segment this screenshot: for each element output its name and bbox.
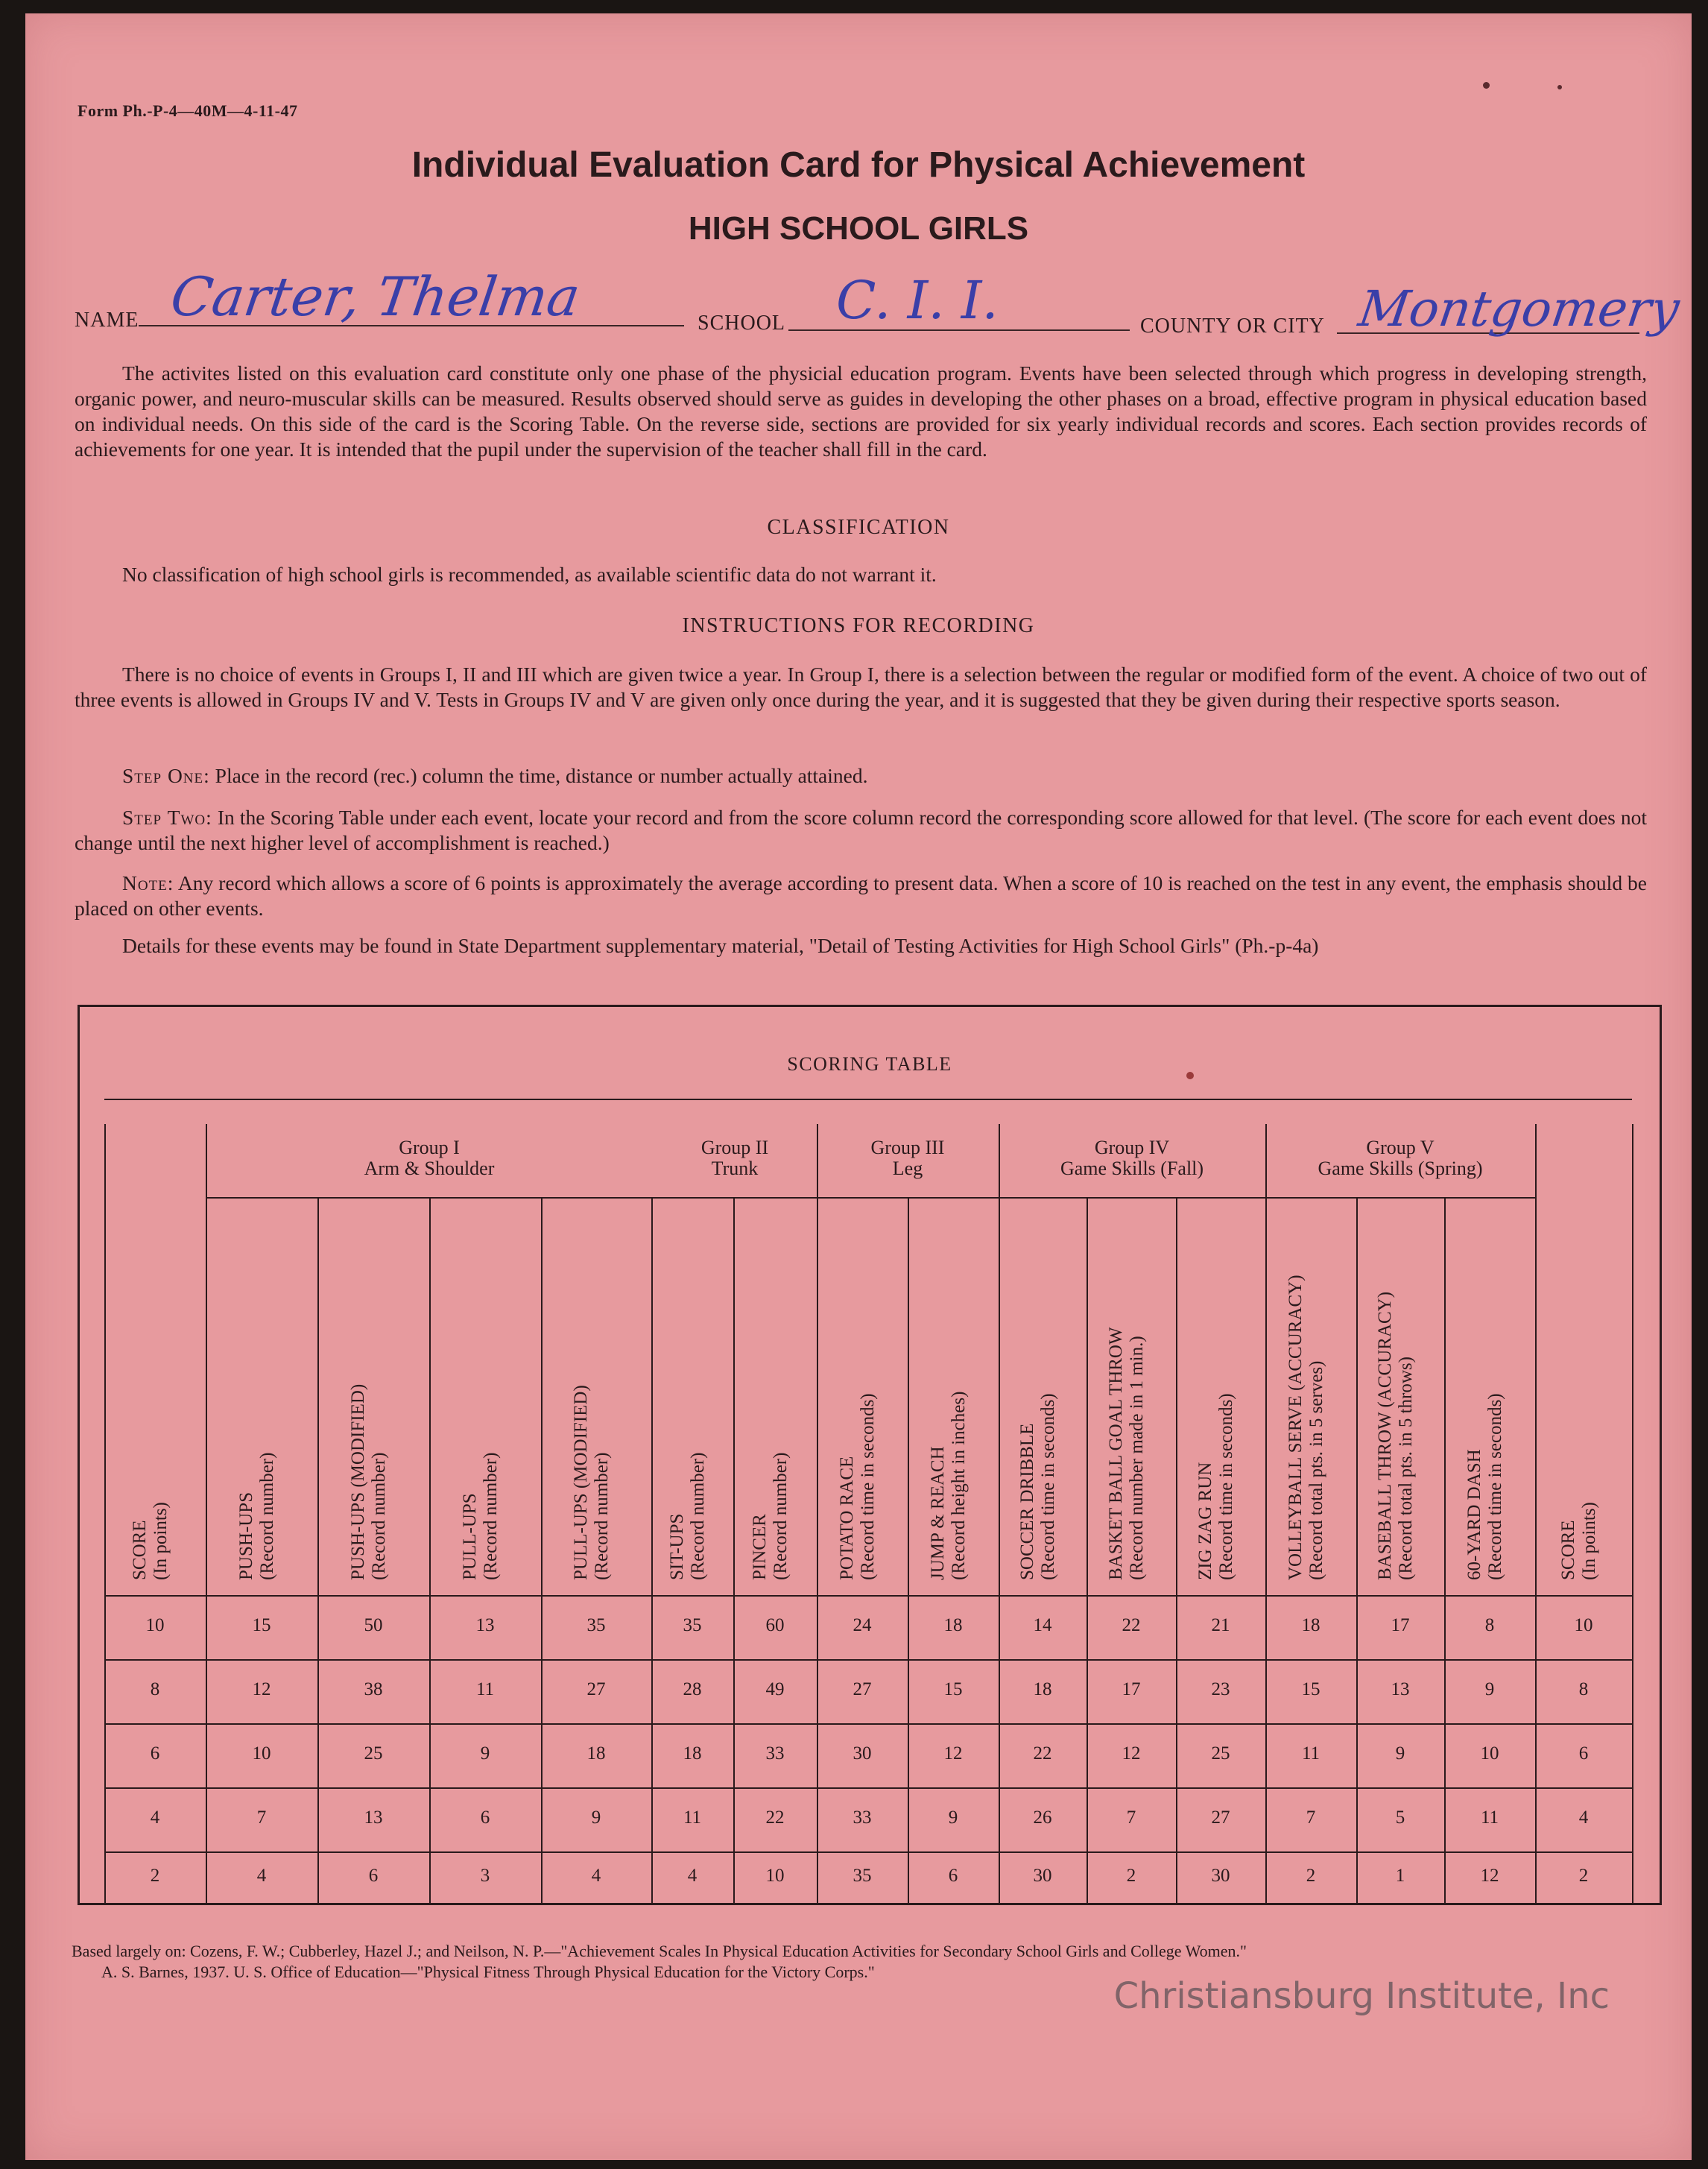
column-header [1265, 1212, 1356, 1588]
instructions-heading: INSTRUCTIONS FOR RECORDING [682, 614, 1035, 637]
table-cell: 5 [1395, 1808, 1405, 1828]
table-cell: 33 [765, 1743, 785, 1764]
column-name: VOLLEYBALL SERVE (ACCURACY) [1285, 1275, 1306, 1580]
column-unit: (Record time in seconds) [1038, 1393, 1058, 1580]
table-cell: 60 [765, 1615, 785, 1635]
scoring-table-title: SCORING TABLE [787, 1053, 952, 1075]
table-cell: 35 [586, 1615, 606, 1635]
group-description: Leg [892, 1158, 923, 1179]
column-unit: (Record number made in 1 min.) [1127, 1336, 1147, 1580]
table-cell: 24 [853, 1615, 872, 1635]
column-header [1087, 1212, 1176, 1588]
column-unit: (Record height in inches) [949, 1391, 969, 1580]
column-unit: (Record number) [369, 1452, 389, 1580]
county-value[interactable]: Montgomery [1355, 280, 1683, 338]
column-name: 60-YARD DASH [1464, 1449, 1484, 1580]
table-cell: 4 [150, 1808, 160, 1828]
table-cell: 8 [1484, 1615, 1495, 1635]
name-value[interactable]: Carter, Thelma [167, 265, 584, 328]
step-two [75, 805, 1647, 856]
group-name: Group I [399, 1137, 460, 1158]
column-unit: (Record number) [257, 1452, 277, 1580]
table-cell: 9 [480, 1743, 490, 1764]
hole-mark [1483, 82, 1490, 89]
column-header [1444, 1212, 1535, 1588]
table-cell: 28 [683, 1679, 702, 1699]
table-cell: 14 [1033, 1615, 1052, 1635]
column-name: PULL-UPS [460, 1493, 480, 1580]
classification-text: No classification of high school girls is recommended, as available scientific data do not warrant it. [122, 563, 937, 586]
table-cell: 6 [150, 1743, 160, 1764]
table-cell: 11 [1301, 1743, 1320, 1764]
step-two-text: In the Scoring Table under each event, locate your record and from the score column record the corresponding score allowed for that level. (The score for each event does not change until the next higher level of accomplishment is reached.) [75, 806, 1647, 854]
table-cell: 27 [853, 1679, 872, 1699]
column-name: SIT-UPS [667, 1513, 687, 1580]
table-cell: 18 [1301, 1615, 1320, 1635]
table-cell: 3 [480, 1865, 490, 1886]
table-cell: 10 [145, 1615, 165, 1635]
table-cell: 12 [252, 1679, 271, 1699]
details-text: Details for these events may be found in State Department supplementary material, "Detail of Testing Activities for High School Girls" (Ph.-p-4a) [122, 934, 1319, 957]
card-subtitle: HIGH SCHOOL GIRLS [688, 210, 1029, 247]
note [75, 871, 1647, 921]
table-cell: 2 [1578, 1865, 1589, 1886]
column-name: SCORE [130, 1520, 150, 1580]
table-cell: 30 [1033, 1865, 1052, 1886]
group-header [999, 1137, 1265, 1179]
note-label: Note: [122, 871, 174, 894]
table-cell: 12 [1122, 1743, 1141, 1764]
table-cell: 9 [1395, 1743, 1405, 1764]
column-name: ZIG ZAG RUN [1195, 1462, 1215, 1580]
group-description: Game Skills (Fall) [1060, 1158, 1204, 1179]
column-header [733, 1212, 817, 1588]
table-cell: 25 [1211, 1743, 1230, 1764]
column-unit: (Record number) [771, 1452, 791, 1580]
table-cell: 22 [765, 1808, 785, 1828]
column-header [541, 1212, 651, 1588]
table-cell: 23 [1211, 1679, 1230, 1699]
note-text: Any record which allows a score of 6 points is approximately the average according to present data. When a score of 10 is reached on the test in any event, the emphasis should be placed on other events. [75, 871, 1648, 920]
column-name: PUSH-UPS [236, 1491, 256, 1580]
table-cell: 6 [480, 1808, 490, 1828]
step-one [75, 763, 1647, 789]
table-cell: 17 [1122, 1679, 1141, 1699]
table-cell: 30 [1211, 1865, 1230, 1886]
column-name: PINCER [750, 1514, 770, 1580]
group-name: Group V [1366, 1137, 1435, 1158]
group-name: Group IV [1094, 1137, 1170, 1158]
column-unit: (In points) [1579, 1502, 1599, 1580]
step-one-text: Place in the record (rec.) column the time, distance or number actually attained. [215, 764, 868, 787]
instructions-text: There is no choice of events in Groups I, II and III which are given twice a year. In Group I, there is a selection between the regular or modified form of the event. A choice of two out of three events is allowed in Groups IV and V. Tests in Groups IV and V are given only once during the year, and it is suggested that they be given during their respective sports season. [75, 663, 1647, 711]
column-unit: (Record time in seconds) [1485, 1393, 1505, 1580]
table-cell: 38 [364, 1679, 383, 1699]
column-name: PUSH-UPS (MODIFIED) [348, 1383, 368, 1580]
table-cell: 10 [252, 1743, 271, 1764]
column-unit: (Record number) [688, 1452, 708, 1580]
table-cell: 6 [948, 1865, 958, 1886]
column-unit: (Record total pts. in 5 throws) [1396, 1357, 1416, 1580]
table-cell: 18 [683, 1743, 702, 1764]
column-header [651, 1212, 733, 1588]
table-cell: 2 [150, 1865, 160, 1886]
watermark: Christiansburg Institute, Inc [1113, 1975, 1610, 2017]
table-cell: 11 [1480, 1808, 1499, 1828]
table-cell: 7 [1306, 1808, 1316, 1828]
intro-paragraph: The activites listed on this evaluation card constitute only one phase of the physicial education program. Events have been selected through which progress in developing strength, organic power, and neuro-muscular skills can be measured. Results observed should serve as guides in developing the other phases on a broad, effective program in physical education based on individual needs. On this side of the card is the Scoring Table. On the reverse side, sections are provided for six yearly individual records and scores. Each section provides records of achievements for one year. It is intended that the pupil under the supervision of the teacher shall fill in the card. [75, 362, 1647, 461]
table-cell: 15 [943, 1679, 963, 1699]
table-cell: 2 [1126, 1865, 1136, 1886]
table-cell: 7 [1126, 1808, 1136, 1828]
column-name: PULL-UPS (MODIFIED) [571, 1385, 591, 1580]
column-header [817, 1212, 908, 1588]
table-cell: 1 [1395, 1865, 1405, 1886]
group-description: Game Skills (Spring) [1318, 1158, 1483, 1179]
table-cell: 21 [1211, 1615, 1230, 1635]
table-cell: 7 [256, 1808, 267, 1828]
table-cell: 10 [1480, 1743, 1499, 1764]
footnote-line-2: A. S. Barnes, 1937. U. S. Office of Education—"Physical Fitness Through Physical Education for the Victory Corps." [101, 1963, 875, 1981]
column-unit: (Record time in seconds) [1216, 1393, 1236, 1580]
table-cell: 4 [1578, 1808, 1589, 1828]
footnote-line-1: Based largely on: Cozens, F. W.; Cubberley, Hazel J.; and Neilson, N. P.—"Achievement Scales In Physical Education Activities for Secondary School Girls and College Women." [72, 1942, 1247, 1960]
table-cell: 12 [943, 1743, 963, 1764]
column-name: JUMP & REACH [928, 1446, 948, 1580]
group-name: Group III [870, 1137, 945, 1158]
county-label: COUNTY OR CITY [1140, 315, 1325, 338]
table-cell: 10 [1574, 1615, 1593, 1635]
table-cell: 13 [1391, 1679, 1410, 1699]
table-cell: 22 [1122, 1615, 1141, 1635]
table-cell: 6 [368, 1865, 379, 1886]
table-cell: 18 [943, 1615, 963, 1635]
group-header [653, 1137, 817, 1179]
table-cell: 50 [364, 1615, 383, 1635]
table-cell: 6 [1578, 1743, 1589, 1764]
table-cell: 4 [256, 1865, 267, 1886]
table-cell: 22 [1033, 1743, 1052, 1764]
name-label: NAME [75, 309, 139, 332]
table-cell: 4 [687, 1865, 698, 1886]
step-two-label: Step Two: [122, 806, 212, 829]
table-cell: 27 [1211, 1808, 1230, 1828]
column-unit: (Record total pts. in 5 serves) [1306, 1360, 1326, 1580]
column-unit: (Record number) [592, 1452, 612, 1580]
column-name: SOCCER DRIBBLE [1017, 1423, 1037, 1580]
column-header [999, 1212, 1087, 1588]
column-unit: (In points) [151, 1502, 171, 1580]
table-cell: 12 [1480, 1865, 1499, 1886]
step-one-label: Step One: [122, 764, 210, 787]
column-header [206, 1212, 317, 1588]
hole-mark [1557, 85, 1562, 89]
table-cell: 2 [1306, 1865, 1316, 1886]
table-cell: 11 [683, 1808, 702, 1828]
column-name: BASKET BALL GOAL THROW [1106, 1327, 1126, 1580]
group-description: Trunk [711, 1158, 759, 1179]
table-cell: 35 [683, 1615, 702, 1635]
table-cell: 27 [586, 1679, 606, 1699]
table-cell: 4 [591, 1865, 601, 1886]
column-name: SCORE [1558, 1520, 1578, 1580]
group-name: Group II [700, 1137, 769, 1158]
column-name: BASEBALL THROW (ACCURACY) [1375, 1291, 1395, 1580]
column-header [104, 1212, 206, 1588]
table-cell: 49 [765, 1679, 785, 1699]
school-value[interactable]: C. I. I. [836, 270, 999, 331]
table-cell: 15 [252, 1615, 271, 1635]
table-cell: 9 [1484, 1679, 1495, 1699]
column-name: POTATO RACE [837, 1456, 857, 1580]
column-header [1176, 1212, 1265, 1588]
table-cell: 33 [853, 1808, 872, 1828]
column-unit: (Record number) [481, 1452, 501, 1580]
card-title: Individual Evaluation Card for Physical Achievement [411, 145, 1306, 185]
table-cell: 10 [765, 1865, 785, 1886]
table-cell: 25 [364, 1743, 383, 1764]
table-cell: 9 [948, 1808, 958, 1828]
table-cell: 17 [1391, 1615, 1410, 1635]
table-cell: 13 [364, 1808, 383, 1828]
group-header [1265, 1137, 1535, 1179]
table-cell: 18 [586, 1743, 606, 1764]
table-cell: 8 [1578, 1679, 1589, 1699]
column-header [908, 1212, 999, 1588]
group-header [817, 1137, 999, 1179]
column-header [1535, 1212, 1632, 1588]
group-header [206, 1137, 653, 1179]
table-cell: 13 [475, 1615, 495, 1635]
column-header [1356, 1212, 1444, 1588]
column-header [429, 1212, 541, 1588]
table-cell: 30 [853, 1743, 872, 1764]
table-cell: 15 [1301, 1679, 1320, 1699]
table-cell: 35 [853, 1865, 872, 1886]
evaluation-card [25, 13, 1692, 2160]
table-cell: 8 [150, 1679, 160, 1699]
column-unit: (Record time in seconds) [858, 1393, 878, 1580]
table-cell: 11 [475, 1679, 495, 1699]
school-label: SCHOOL [698, 312, 786, 335]
table-cell: 26 [1033, 1808, 1052, 1828]
group-description: Arm & Shoulder [364, 1158, 495, 1179]
table-cell: 18 [1033, 1679, 1052, 1699]
form-number: Form Ph.-P-4—40M—4-11-47 [78, 101, 298, 120]
table-cell: 9 [591, 1808, 601, 1828]
classification-heading: CLASSIFICATION [767, 516, 950, 539]
column-header [317, 1212, 429, 1588]
